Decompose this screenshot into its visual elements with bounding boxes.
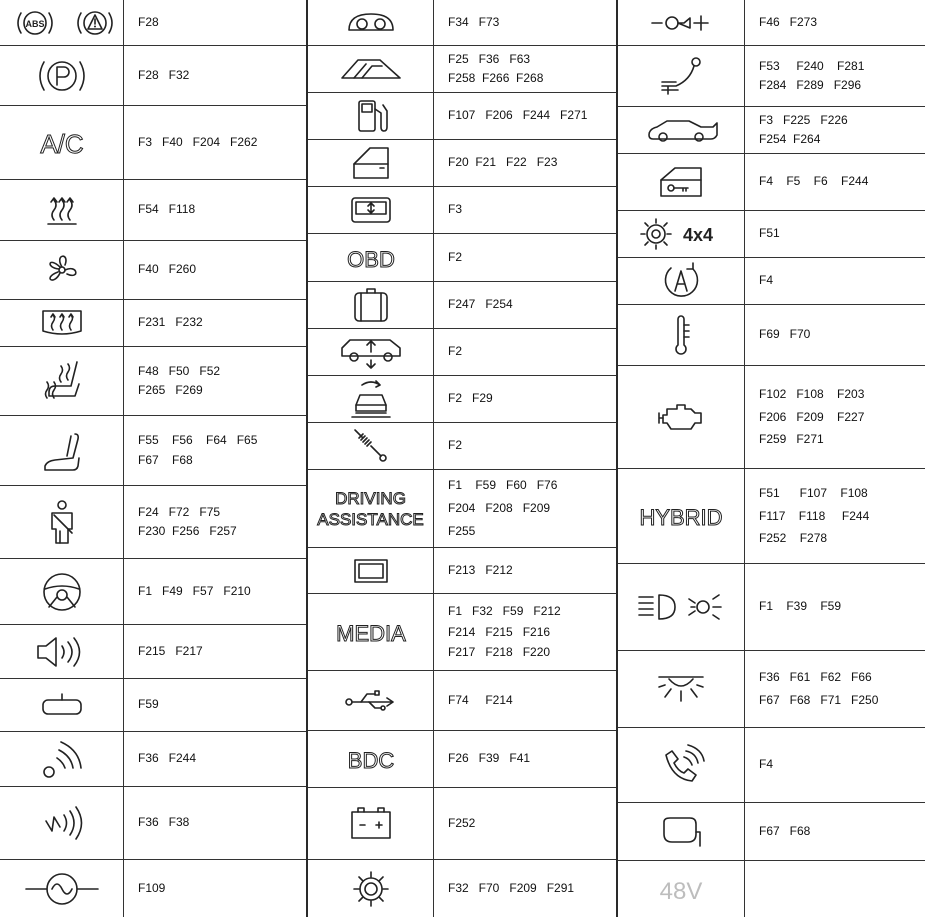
table-row	[618, 0, 925, 46]
table-row	[0, 0, 306, 46]
heated-seat-icon	[37, 356, 87, 406]
fuse-list: F28 F32	[138, 67, 190, 82]
icon-cell	[0, 106, 124, 179]
shock-absorber-icon	[349, 424, 393, 468]
tow-hook-icon	[656, 54, 706, 98]
fuse-list: F3	[448, 202, 463, 217]
door-icon	[346, 142, 396, 184]
table-row	[308, 423, 616, 470]
table-row	[308, 671, 616, 731]
icon-cell	[308, 376, 434, 422]
hybrid-label: HYBRID	[639, 505, 723, 530]
icon-cell	[0, 241, 124, 299]
fuse-list: F2	[448, 344, 463, 359]
fuse-list: F1 F39 F59	[759, 599, 842, 614]
steering-wheel-icon	[39, 569, 85, 615]
icon-cell	[308, 46, 434, 92]
table-row	[0, 559, 306, 625]
column-3	[618, 0, 925, 917]
icon-cell	[0, 347, 124, 415]
fuse-list: F3 F225 F226 F254 F264	[759, 112, 848, 146]
coolant-temperature-icon	[666, 313, 696, 357]
fuse-list: F2	[448, 438, 463, 453]
fuse-list: F1 F49 F57 F210	[138, 583, 251, 598]
table-row	[308, 234, 616, 282]
table-row	[0, 416, 306, 486]
icon-cell	[0, 46, 124, 105]
icon-cell	[308, 140, 434, 186]
icon-cell	[308, 93, 434, 139]
sunroof-icon	[336, 54, 406, 84]
icon-cell	[618, 861, 745, 917]
table-row	[0, 180, 306, 241]
table-row	[0, 106, 306, 180]
table-row	[0, 46, 306, 106]
fuse-list: F247 F254	[448, 297, 513, 312]
driving-assistance-icon: DRIVING ASSISTANCE	[317, 488, 424, 529]
icon-cell	[618, 46, 745, 106]
fuse-list: F34 F73	[448, 14, 500, 29]
abs-warning-icon	[7, 3, 117, 43]
icon-cell	[308, 423, 434, 469]
rear-window-defroster-icon	[37, 305, 87, 341]
table-row	[0, 860, 306, 917]
fuse-list: F102 F108 F203 F206 F209 F227 F259 F271	[759, 386, 865, 447]
table-row	[618, 861, 925, 917]
fuse-list: F67 F68	[759, 823, 811, 838]
window-lift-icon	[346, 192, 396, 228]
fuse-list: F213 F212	[448, 562, 513, 577]
fuse-list: F53 F240 F281 F284 F289 F296	[759, 58, 865, 92]
icon-cell	[0, 180, 124, 240]
air-conditioning-icon	[22, 123, 102, 163]
table-row	[618, 366, 925, 469]
headlight-icon	[633, 587, 729, 627]
48v-icon	[641, 869, 721, 909]
fuse-list: F1 F59 F60 F76 F204 F208 F209 F255	[448, 478, 558, 538]
table-row	[0, 486, 306, 559]
fuse-list: F32 F70 F209 F291	[448, 880, 575, 895]
table-row	[308, 788, 616, 860]
fuse-list: F109	[138, 880, 166, 895]
fuse-list: F36 F38	[138, 815, 190, 830]
table-row	[618, 258, 925, 305]
table-row	[0, 347, 306, 416]
icon-cell	[618, 0, 745, 45]
icon-cell	[308, 187, 434, 233]
svg-text:ABS: ABS	[24, 18, 45, 29]
column-1	[0, 0, 306, 917]
fuse-list: F252	[448, 815, 476, 830]
icon-cell	[308, 329, 434, 375]
icon-cell	[0, 0, 124, 45]
icon-cell	[308, 234, 434, 281]
icon-cell	[618, 728, 745, 802]
table-row	[0, 300, 306, 347]
icon-cell	[308, 470, 434, 547]
obd-label: OBD	[346, 246, 395, 272]
fuse-list: F4	[759, 273, 774, 288]
fuse-list: F54 F118	[138, 202, 196, 217]
table-row	[618, 728, 925, 803]
table-row	[618, 564, 925, 651]
icon-cell	[308, 860, 434, 917]
usb-icon	[341, 686, 401, 716]
table-row	[0, 787, 306, 860]
icon-cell	[618, 211, 745, 257]
table-row	[308, 329, 616, 376]
table-row	[308, 860, 616, 917]
nfc-icon	[40, 803, 84, 843]
media-icon	[326, 614, 416, 650]
fuse-list: F74 F214	[448, 692, 513, 707]
side-mirror-icon	[656, 812, 706, 852]
rear-defrost-heat-icon	[42, 190, 82, 230]
4x4-label: 4x4	[682, 225, 714, 245]
fuse-list: F2 F29	[448, 391, 493, 406]
fuse-list: F28	[138, 14, 159, 29]
fuel-pump-icon	[351, 95, 391, 137]
icon-cell	[618, 469, 745, 563]
icon-cell	[0, 679, 124, 731]
icon-cell	[308, 594, 434, 670]
gear-icon	[349, 867, 393, 911]
icon-cell	[618, 366, 745, 468]
phone-call-icon	[656, 743, 706, 787]
four-wheel-drive-icon	[636, 214, 726, 254]
bdc-icon	[331, 741, 411, 777]
icon-cell	[0, 732, 124, 786]
table-row	[308, 140, 616, 187]
table-row	[618, 305, 925, 366]
table-row	[618, 154, 925, 211]
icon-cell	[618, 803, 745, 860]
suspension-height-icon	[336, 332, 406, 372]
icon-cell	[618, 564, 745, 650]
icon-cell	[618, 154, 745, 210]
check-engine-icon	[653, 397, 709, 437]
fuse-list: F69 F70	[759, 327, 811, 342]
fuse-list: F215 F217	[138, 643, 203, 658]
icon-cell	[0, 416, 124, 485]
fuse-list: F48 F50 F52 F265 F269	[138, 363, 221, 397]
fuse-list: F55 F56 F64 F65 F67 F68	[138, 433, 258, 467]
icon-cell	[0, 625, 124, 678]
table-row	[618, 211, 925, 258]
fuse-list: F107 F206 F244 F271	[448, 108, 588, 123]
icon-cell	[308, 731, 434, 787]
hybrid-icon	[631, 498, 731, 534]
icon-cell	[308, 548, 434, 593]
table-row	[308, 93, 616, 140]
fuse-list: F4 F5 F6 F244	[759, 174, 869, 189]
fuse-list: F59	[138, 697, 159, 712]
fuse-list: F25 F36 F63 F258 F266 F268	[448, 51, 544, 85]
door-key-icon	[653, 162, 709, 202]
fuse-list	[745, 861, 925, 917]
table-row	[308, 376, 616, 423]
fuse-list: F51	[759, 226, 780, 241]
table-row	[0, 241, 306, 300]
icon-cell	[308, 671, 434, 730]
fuse-list: F51 F107 F108 F117 F118 F244 F252 F278	[759, 485, 870, 546]
auto-start-stop-icon	[659, 259, 703, 303]
rearview-mirror-icon	[37, 690, 87, 720]
fuse-list: F231 F232	[138, 315, 203, 330]
fuse-list: F3 F40 F204 F262	[138, 134, 258, 149]
table-row	[618, 46, 925, 107]
48v-label: 48V	[659, 878, 703, 905]
fuse-list: F26 F39 F41	[448, 751, 531, 766]
car-lift-icon	[346, 377, 396, 421]
fuse-list: F1 F32 F59 F212 F214 F215 F216 F217 F218 F220	[448, 604, 561, 660]
table-row	[308, 0, 616, 46]
alternator-icon	[22, 867, 102, 911]
table-row	[308, 187, 616, 234]
fuse-list: F24 F72 F75 F230 F256 F257	[138, 504, 237, 538]
speaker-icon	[32, 632, 92, 672]
car-spoiler-icon	[643, 113, 719, 147]
instrument-cluster-icon	[343, 8, 399, 38]
table-row	[618, 469, 925, 564]
table-row	[0, 732, 306, 787]
icon-cell	[0, 787, 124, 859]
table-row	[618, 803, 925, 861]
parking-brake-icon	[32, 54, 92, 98]
ac-label: A/C	[39, 128, 84, 159]
icon-cell	[308, 788, 434, 859]
icon-cell	[308, 282, 434, 328]
battery-icon	[346, 804, 396, 844]
table-row	[0, 625, 306, 679]
icon-cell	[0, 300, 124, 346]
table-row	[308, 46, 616, 93]
table-row	[308, 731, 616, 788]
fuel-tank-icon	[349, 285, 393, 325]
display-screen-icon	[349, 556, 393, 586]
table-row	[308, 470, 616, 548]
table-row	[0, 679, 306, 732]
fuse-list: F46 F273	[759, 14, 818, 29]
fuse-list: F20 F21 F22 F23	[448, 155, 558, 170]
table-row	[618, 651, 925, 728]
wireless-signal-icon	[39, 736, 85, 782]
obd-icon	[331, 240, 411, 276]
fuse-list: F36 F244	[138, 751, 197, 766]
icon-cell	[618, 651, 745, 727]
fuse-list: F36 F61 F62 F66 F67 F68 F71 F250	[759, 670, 879, 707]
icon-cell	[308, 0, 434, 45]
fan-icon	[40, 248, 84, 292]
icon-cell	[618, 305, 745, 365]
table-row	[308, 282, 616, 329]
table-row	[618, 107, 925, 154]
icon-cell	[0, 860, 124, 917]
seatbelt-icon	[42, 497, 82, 547]
table-row	[308, 548, 616, 594]
seat-icon	[37, 426, 87, 476]
bdc-label: BDC	[347, 748, 394, 773]
icon-cell	[0, 486, 124, 558]
fuse-list: F2	[448, 249, 463, 264]
interior-light-icon	[653, 669, 709, 709]
fuse-list: F4	[759, 757, 774, 772]
column-2	[308, 0, 616, 917]
fuse-list: F40 F260	[138, 262, 197, 277]
media-label: MEDIA	[335, 621, 406, 646]
icon-cell	[0, 559, 124, 624]
table-row	[308, 594, 616, 671]
icon-cell	[618, 258, 745, 304]
trailer-hitch-plug-icon	[646, 8, 716, 38]
icon-cell	[618, 107, 745, 153]
